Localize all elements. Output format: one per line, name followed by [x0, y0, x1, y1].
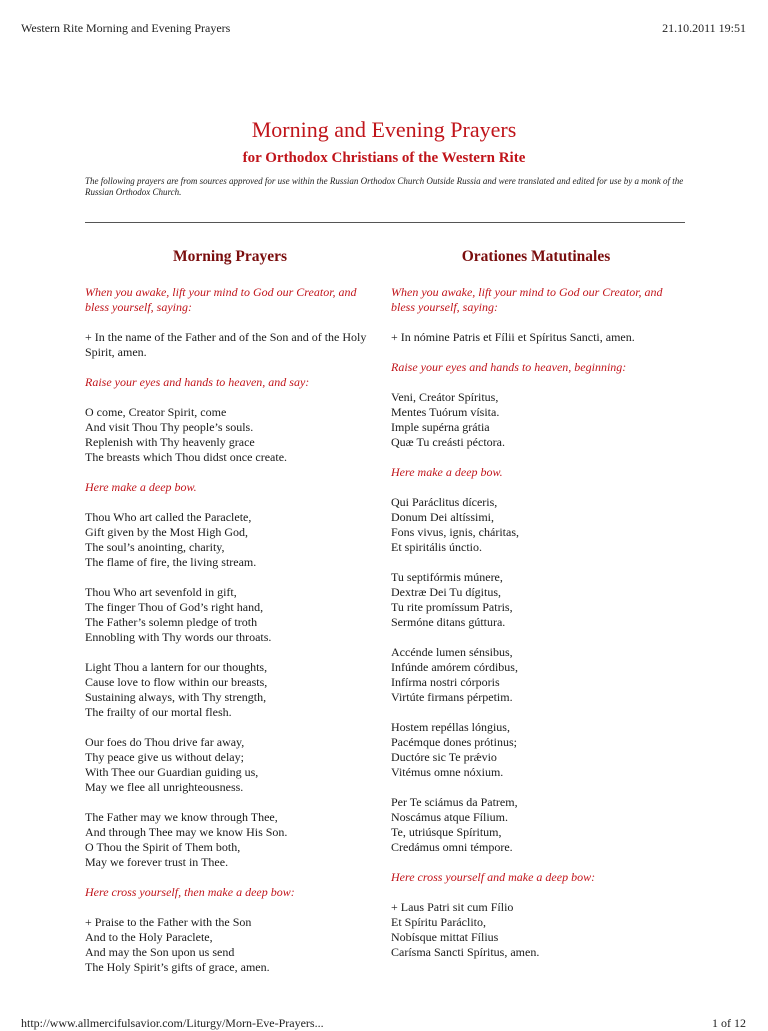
prayer-line: Nobísque mittat Fílius	[391, 930, 499, 944]
prayer-line: Veni, Creátor Spíritus,	[391, 390, 499, 404]
prayer-line: When you awake, lift your mind to God our Creator, and bless yourself, saying:	[85, 285, 357, 314]
prayer-line: O come, Creator Spirit, come	[85, 405, 227, 419]
prayer-line: Infírma nostri córporis	[391, 675, 500, 689]
page-number: 1 of 12	[712, 1016, 746, 1030]
prayer-stanza	[391, 645, 681, 705]
prayer-line: Thou Who art called the Paraclete,	[85, 510, 252, 524]
prayer-line: Raise your eyes and hands to heaven, beginning:	[391, 360, 627, 374]
page-url: http://www.allmercifulsavior.com/Liturgy/Morn-Eve-Prayers...	[21, 1016, 324, 1030]
prayer-line: Credámus omni témpore.	[391, 840, 513, 854]
prayer-line: Qui Paráclitus díceris,	[391, 495, 498, 509]
prayer-line: Light Thou a lantern for our thoughts,	[85, 660, 268, 674]
prayer-line: And may the Son upon us send	[85, 945, 235, 959]
prayer-line: Mentes Tuórum vísita.	[391, 405, 500, 419]
prayer-stanza	[85, 405, 375, 465]
page-subtitle: for Orthodox Christians of the Western Rite	[242, 150, 526, 166]
english-blocks	[85, 285, 375, 975]
prayer-line: Et Spíritu Paráclito,	[391, 915, 486, 929]
latin-heading: Orationes Matutinales	[461, 248, 611, 265]
prayer-line: + In the name of the Father and of the Son and of the Holy Spirit, amen.	[85, 330, 367, 359]
prayer-line: Accénde lumen sénsibus,	[391, 645, 513, 659]
prayer-line: Per Te sciámus da Patrem,	[391, 795, 518, 809]
prayer-line: And to the Holy Paraclete,	[85, 930, 213, 944]
prayer-line: Pacémque dones prótinus;	[391, 735, 517, 749]
prayer-stanza	[85, 915, 375, 975]
prayer-line: Tu septifórmis múnere,	[391, 570, 503, 584]
horizontal-divider	[85, 222, 685, 223]
prayer-stanza	[85, 330, 375, 360]
prayer-line: Here make a deep bow.	[391, 465, 503, 479]
prayer-line: The breasts which Thou didst once create.	[85, 450, 288, 464]
prayer-line: Noscámus atque Fílium.	[391, 810, 508, 824]
rubric-instruction	[391, 870, 681, 885]
prayer-line: May we flee all unrighteousness.	[85, 780, 244, 794]
prayer-line: Virtúte firmans pérpetim.	[391, 690, 513, 704]
prayer-line: Our foes do Thou drive far away,	[85, 735, 245, 749]
prayer-line: Et spiritális únctio.	[391, 540, 482, 554]
rubric-instruction	[85, 885, 375, 900]
prayer-stanza	[85, 660, 375, 720]
prayer-line: Infúnde amórem córdibus,	[391, 660, 518, 674]
browser-print-title: Western Rite Morning and Evening Prayers	[21, 21, 231, 35]
prayer-line: Here cross yourself and make a deep bow:	[391, 870, 596, 884]
latin-blocks	[391, 285, 681, 960]
prayer-line: And through Thee may we know His Son.	[85, 825, 288, 839]
prayer-line: Thou Who art sevenfold in gift,	[85, 585, 237, 599]
prayer-line: Fons vivus, ignis, cháritas,	[391, 525, 519, 539]
prayer-line: The Father’s solemn pledge of troth	[85, 615, 258, 629]
prayer-stanza	[391, 390, 681, 450]
prayer-stanza	[85, 735, 375, 795]
prayer-stanza	[85, 510, 375, 570]
prayer-line: Sermóne ditans gúttura.	[391, 615, 506, 629]
prayer-line: Dextræ Dei Tu dígitus,	[391, 585, 502, 599]
prayer-line: Quæ Tu creásti péctora.	[391, 435, 505, 449]
prayer-line: The flame of fire, the living stream.	[85, 555, 257, 569]
prayer-line: Sustaining always, with Thy strength,	[85, 690, 267, 704]
prayer-stanza	[391, 330, 681, 345]
prayer-line: Imple supérna grátia	[391, 420, 490, 434]
english-column	[85, 247, 375, 990]
intro-paragraph: The following prayers are from sources approved for use within the Russian Orthodox Church Outside Russia and were translated and edited for use by a monk of the Russian Orthodox Church.	[85, 176, 684, 197]
prayer-line: Tu rite promíssum Patris,	[391, 600, 513, 614]
prayer-stanza	[391, 495, 681, 555]
prayer-line: With Thee our Guardian guiding us,	[85, 765, 259, 779]
rubric-instruction	[85, 480, 375, 495]
prayer-line: Here cross yourself, then make a deep bow:	[85, 885, 295, 899]
prayer-line: Replenish with Thy heavenly grace	[85, 435, 255, 449]
prayer-line: And visit Thou Thy people’s souls.	[85, 420, 254, 434]
prayer-line: + In nómine Patris et Fílii et Spíritus Sancti, amen.	[391, 330, 635, 344]
rubric-instruction	[391, 360, 681, 375]
prayer-line: Carísma Sancti Spíritus, amen.	[391, 945, 540, 959]
prayer-line: The frailty of our mortal flesh.	[85, 705, 232, 719]
prayer-line: Cause love to flow within our breasts,	[85, 675, 268, 689]
prayer-line: Ennobling with Thy words our throats.	[85, 630, 272, 644]
prayer-line: Donum Dei altíssimi,	[391, 510, 494, 524]
prayer-line: Ductóre sic Te prǽvio	[391, 750, 497, 764]
prayer-line: Thy peace give us without delay;	[85, 750, 244, 764]
english-heading: Morning Prayers	[172, 248, 288, 265]
prayer-line: Gift given by the Most High God,	[85, 525, 248, 539]
prayer-line: May we forever trust in Thee.	[85, 855, 229, 869]
prayer-line: Vitémus omne nóxium.	[391, 765, 504, 779]
prayer-stanza	[391, 795, 681, 855]
prayer-line: Raise your eyes and hands to heaven, and say:	[85, 375, 310, 389]
rubric-instruction	[391, 285, 681, 315]
prayer-stanza	[391, 720, 681, 780]
prayer-line: Te, utriúsque Spíritum,	[391, 825, 502, 839]
prayer-line: The Father may we know through Thee,	[85, 810, 278, 824]
prayer-line: Hostem repéllas lóngius,	[391, 720, 510, 734]
prayer-stanza	[85, 585, 375, 645]
prayer-stanza	[391, 900, 681, 960]
prayer-line: Here make a deep bow.	[85, 480, 197, 494]
page-title: Morning and Evening Prayers	[251, 117, 517, 142]
prayer-line: + Praise to the Father with the Son	[85, 915, 252, 929]
prayer-stanza	[85, 810, 375, 870]
latin-column	[391, 247, 681, 975]
prayer-line: The finger Thou of God’s right hand,	[85, 600, 264, 614]
prayer-line: O Thou the Spirit of Them both,	[85, 840, 241, 854]
prayer-line: + Laus Patri sit cum Fílio	[391, 900, 514, 914]
rubric-instruction	[85, 375, 375, 390]
print-datetime: 21.10.2011 19:51	[662, 21, 746, 35]
prayer-stanza	[391, 570, 681, 630]
prayer-line: The soul’s anointing, charity,	[85, 540, 225, 554]
prayer-line: The Holy Spirit’s gifts of grace, amen.	[85, 960, 270, 974]
rubric-instruction	[85, 285, 375, 315]
prayer-line: When you awake, lift your mind to God our Creator, and bless yourself, saying:	[391, 285, 663, 314]
rubric-instruction	[391, 465, 681, 480]
